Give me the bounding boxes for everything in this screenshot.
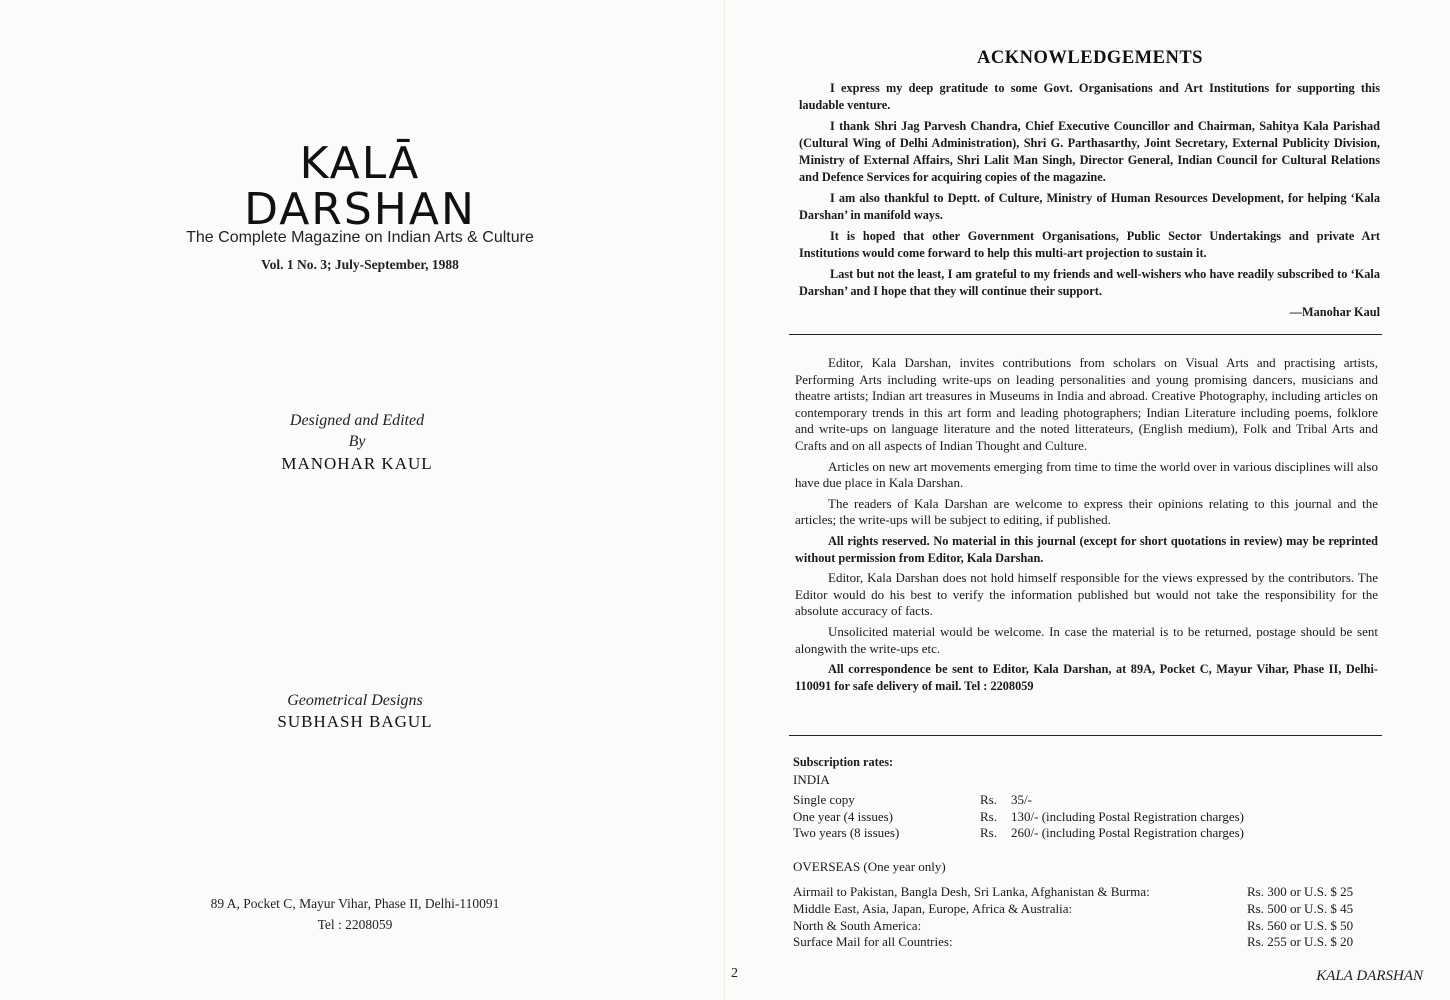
office-address: 89 A, Pocket C, Mayur Vihar, Phase II, Delhi-110091	[210, 896, 500, 911]
geometric-credit-role: Geometrical Designs	[287, 692, 423, 709]
overseas-region: Airmail to Pakistan, Bangla Desh, Sri Lanka, Afghanistan & Burma:	[793, 884, 1150, 899]
notice-paragraph: Unsolicited material would be welcome. In case the material is to be returned, postage should be sent alongwith the write-ups etc.	[795, 623, 1378, 656]
page-number: 2	[731, 966, 738, 981]
design-credit-role: Designed and Edited	[289, 412, 425, 429]
designer-name: SUBHASH BAGUL	[277, 712, 433, 731]
ack-paragraph: I am also thankful to Deptt. of Culture, Ministry of Human Resources Development, for helping ‘Kala Darshan’ in manifold ways.	[799, 191, 1380, 222]
acknowledgements-body	[799, 80, 1380, 321]
subscription-india-label: INDIA	[793, 772, 830, 787]
overseas-label: OVERSEAS (One year only)	[793, 859, 946, 874]
ack-paragraph: Last but not the least, I am grateful to my friends and well-wishers who have readily subscribed to ‘Kala Darshan’ and I hope that they will continue their support.	[799, 267, 1380, 298]
rate-currency: Rs.	[980, 809, 997, 824]
overseas-price: Rs. 300 or U.S. $ 25	[1247, 884, 1354, 899]
volume-info: Vol. 1 No. 3; July-September, 1988	[261, 257, 459, 272]
running-head: KALA DARSHAN	[1316, 968, 1423, 984]
masthead-line2: DARSHAN	[244, 184, 476, 235]
notice-paragraph-rights: All rights reserved. No material in this journal (except for short quotations in review) may be reprinted without permission from Editor, Kala Darshan.	[795, 533, 1378, 565]
rate-item: Two years (8 issues)	[793, 825, 900, 840]
divider-rule	[789, 735, 1382, 736]
notice-paragraph: Articles on new art movements emerging from time to time the world over in various disciplines will also have due place in Kala Darshan.	[795, 458, 1378, 491]
right-page	[725, 0, 1450, 1000]
ack-paragraph: It is hoped that other Government Organisations, Public Sector Undertakings and private Art Institutions would come forward to help this multi-art projection to sustain it.	[799, 229, 1380, 260]
ack-paragraph: I thank Shri Jag Parvesh Chandra, Chief Executive Councillor and Chairman, Sahitya Kala Parishad (Cultural Wing of Delhi Administration), Shri G. Parthasarthy, Joint Secretary, External Publicity Division, Ministry of External Affairs, Shri Lalit Man Singh, Director General, Indian Council for Cultural Relations and Defence Services for acquiring copies of the magazine.	[799, 119, 1380, 184]
office-telephone: Tel : 2208059	[317, 917, 393, 932]
notice-paragraph: The readers of Kala Darshan are welcome to express their opinions relating to this journal and the articles; the write-ups will be subject to editing, if published.	[795, 495, 1378, 528]
rate-item: One year (4 issues)	[793, 809, 893, 824]
rate-item: Single copy	[793, 792, 855, 807]
acknowledgements-heading: ACKNOWLEDGEMENTS	[977, 48, 1203, 68]
editorial-notice	[795, 355, 1378, 698]
overseas-region: Middle East, Asia, Japan, Europe, Africa & Australia:	[793, 901, 1073, 916]
rate-currency: Rs.	[980, 792, 997, 807]
masthead-line1: KALĀ	[299, 138, 421, 189]
ack-signature: —Manohar Kaul	[1289, 305, 1380, 319]
overseas-price: Rs. 255 or U.S. $ 20	[1247, 934, 1354, 949]
magazine-subtitle: The Complete Magazine on Indian Arts & Culture	[186, 229, 534, 246]
ack-paragraph: I express my deep gratitude to some Govt. Organisations and Art Institutions for supporting this laudable venture.	[799, 81, 1380, 112]
overseas-region: Surface Mail for all Countries:	[793, 934, 953, 949]
editor-name: MANOHAR KAUL	[281, 454, 433, 473]
notice-paragraph: Editor, Kala Darshan does not hold himself responsible for the views expressed by the contributors. The Editor would do his best to verify the information published but would not take the responsibility for the absolute accuracy of facts.	[795, 570, 1378, 619]
rate-amount: 260/- (including Postal Registration charges)	[1011, 825, 1244, 840]
design-credit-by: By	[348, 433, 366, 450]
overseas-region: North & South America:	[793, 918, 922, 933]
rate-currency: Rs.	[980, 825, 997, 840]
overseas-price: Rs. 500 or U.S. $ 45	[1247, 901, 1354, 916]
notice-paragraph: Editor, Kala Darshan, invites contributions from scholars on Visual Arts and practising artists, Performing Arts including write-ups on leading personalities and young promising dancers, musicians and theatre artists; Indian art treasures in Museums in India and abroad. Creative Photography, including articles on contemporary trends in this art form and leading photographers; Indian Literature including poems, folklore and write-ups on language literature and the noted litterateurs, (English medium), Folk and Tribal Arts and Crafts and on all aspects of Indian Thought and Culture.	[795, 355, 1378, 453]
subscription-heading: Subscription rates:	[793, 755, 894, 769]
divider-rule	[789, 334, 1382, 335]
rate-amount: 35/-	[1011, 792, 1032, 807]
rate-amount: 130/- (including Postal Registration charges)	[1011, 809, 1244, 824]
notice-paragraph-correspondence: All correspondence be sent to Editor, Kala Darshan, at 89A, Pocket C, Mayur Vihar, Phase II, Delhi-110091 for safe delivery of mail. Tel : 2208059	[795, 662, 1378, 693]
overseas-price: Rs. 560 or U.S. $ 50	[1247, 918, 1354, 933]
